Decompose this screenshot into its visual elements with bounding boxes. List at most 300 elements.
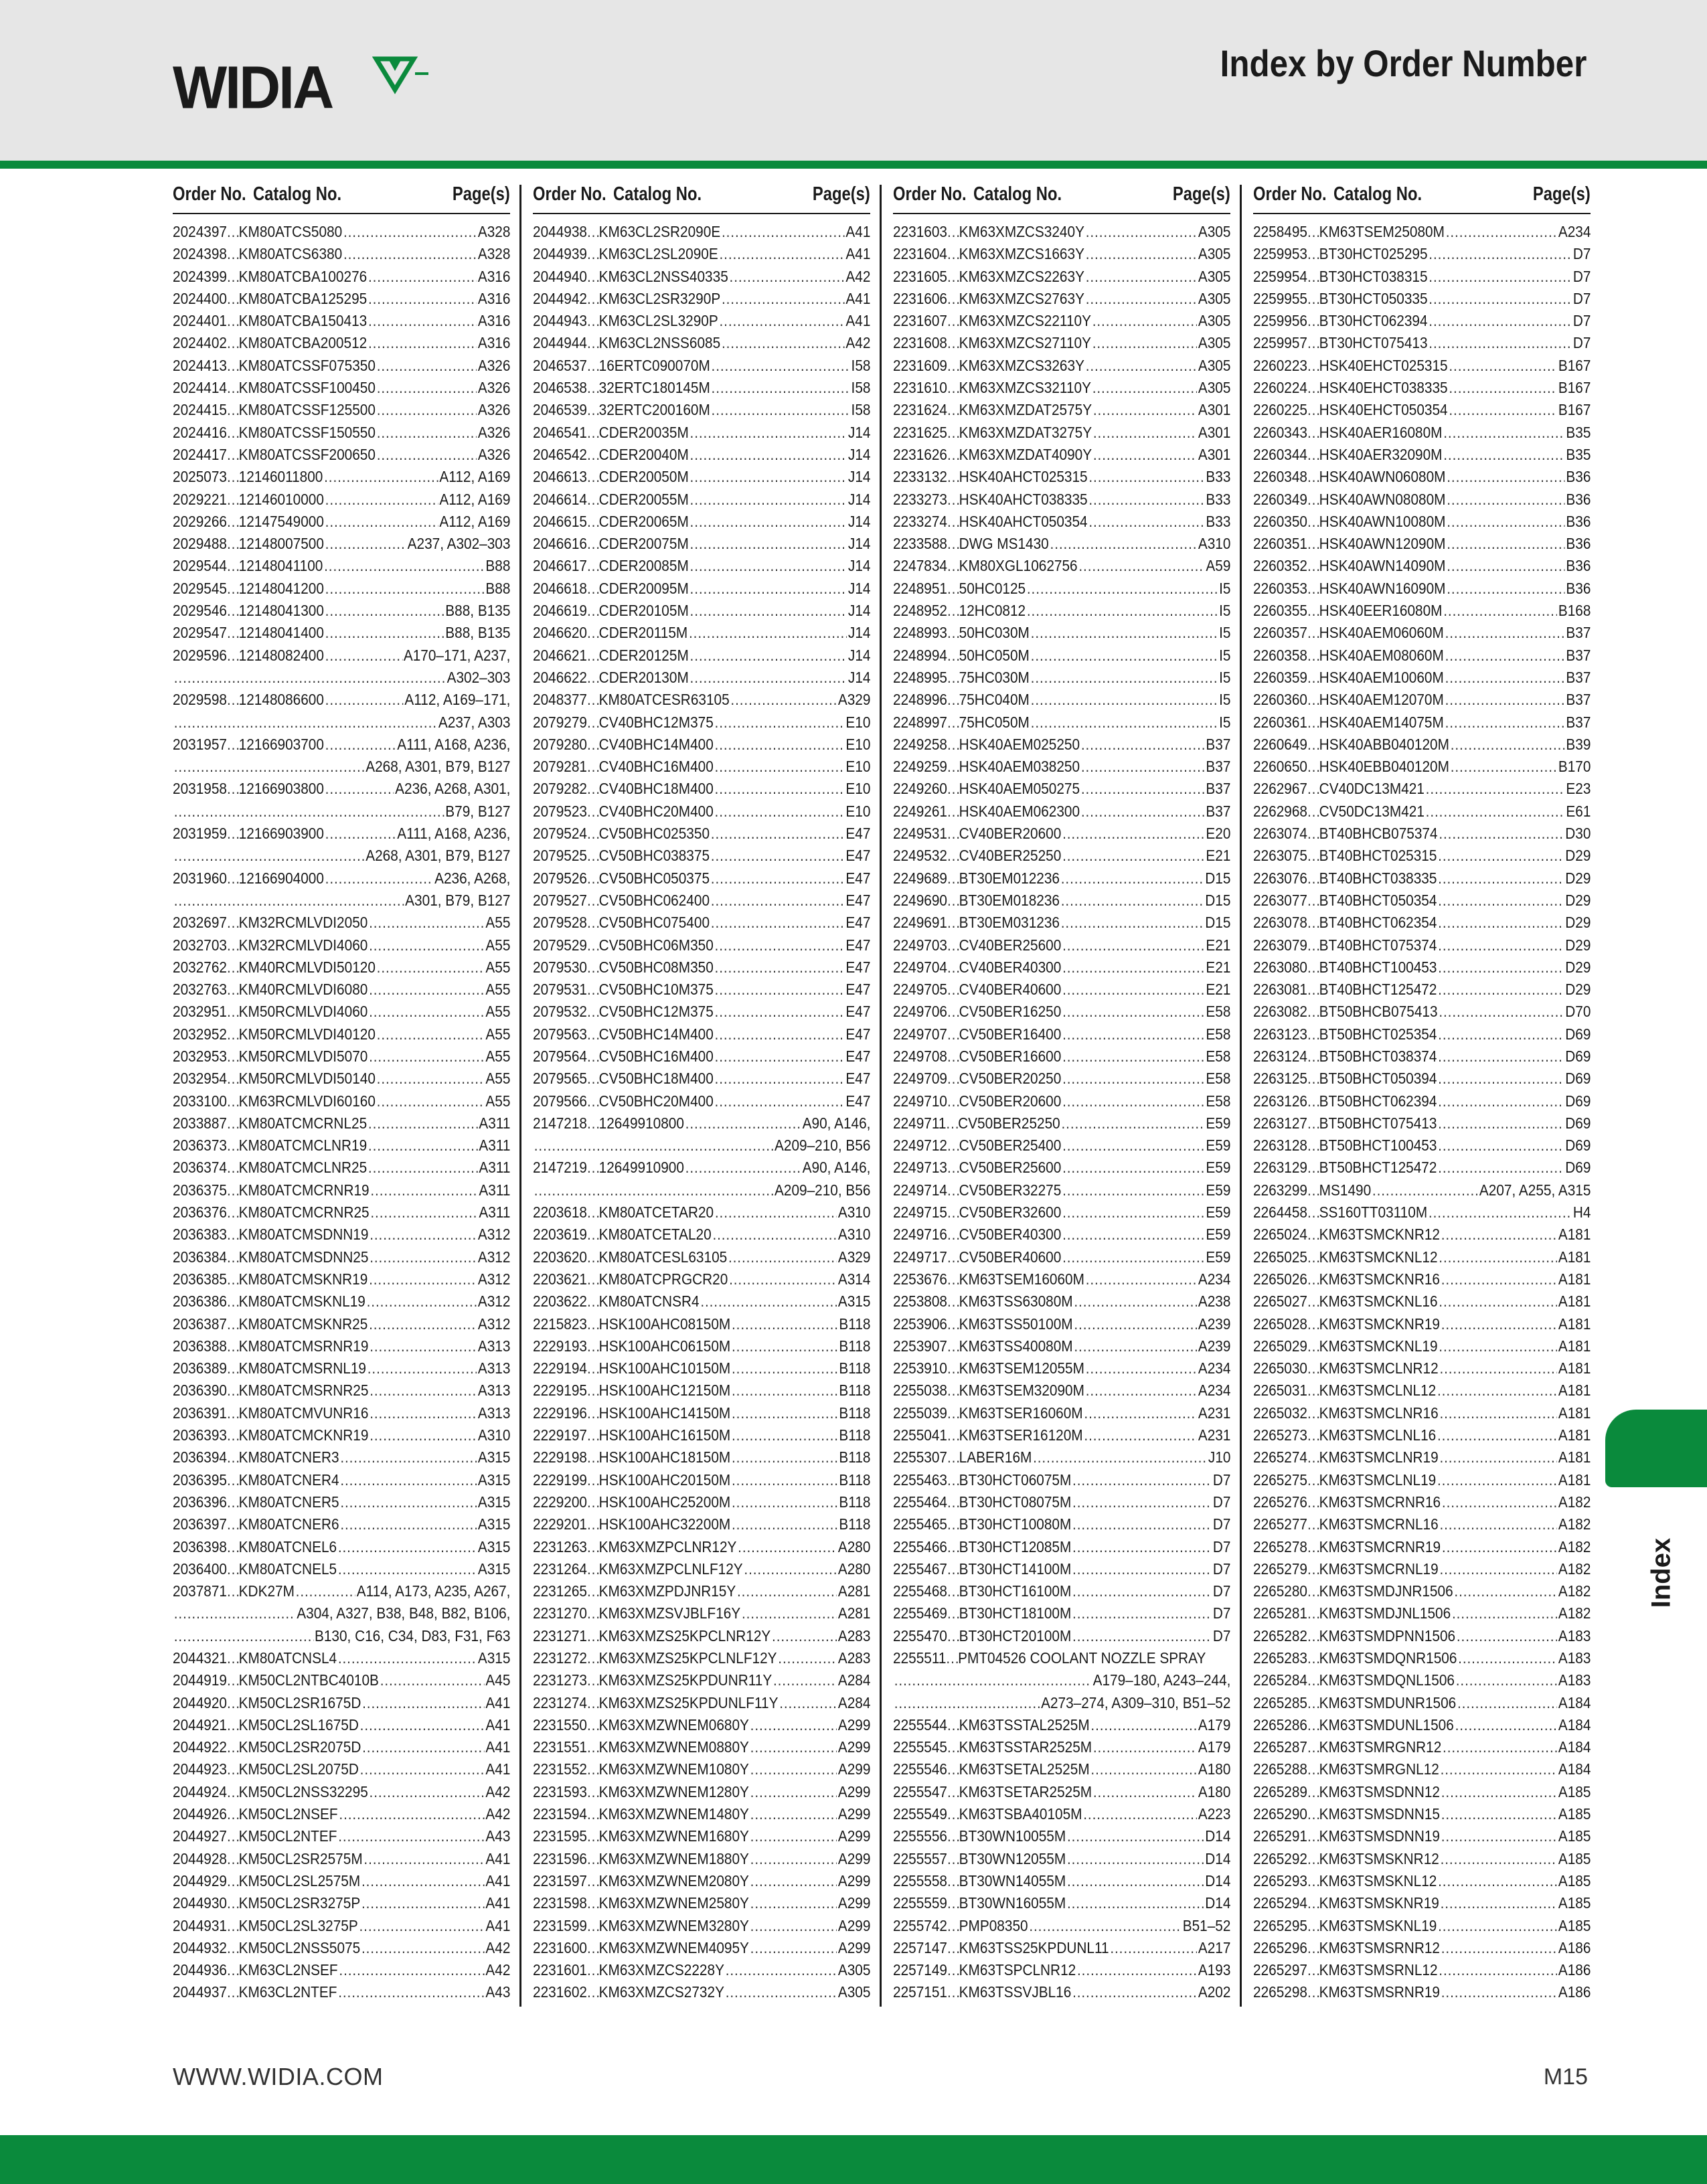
catalog-number: KM80ATCSSF075350	[238, 356, 376, 374]
dot-leader	[325, 511, 438, 533]
order-number: 2255466	[893, 1537, 947, 1556]
dot-leader	[1072, 1625, 1212, 1647]
order-number: 2257147	[893, 1938, 947, 1956]
dot-leader	[324, 555, 485, 577]
page-reference: A112, A169–171,	[404, 691, 511, 709]
order-number: 2248995	[893, 668, 947, 686]
index-row	[1253, 867, 1591, 890]
order-number: 2044321	[173, 1649, 227, 1667]
dot-leader	[587, 1513, 599, 1535]
catalog-number: 12148086600	[238, 691, 324, 709]
index-row	[533, 867, 870, 890]
index-row	[173, 355, 510, 377]
index-row	[533, 1714, 870, 1736]
index-row	[533, 1803, 870, 1825]
order-number: 2255549	[893, 1805, 947, 1823]
dot-leader	[1454, 1580, 1557, 1602]
index-row	[893, 845, 1230, 867]
index-row	[1253, 845, 1591, 867]
dot-leader	[368, 266, 477, 288]
dot-leader	[947, 711, 959, 734]
order-number: 2044940	[533, 267, 587, 285]
catalog-number: CV40BER25600	[959, 936, 1062, 954]
order-number: 2044921	[173, 1715, 227, 1734]
order-number: 2260361	[1253, 713, 1307, 731]
dot-leader	[947, 689, 959, 711]
catalog-number: KM63CL2NTEF	[238, 1983, 337, 2001]
index-row	[1253, 422, 1591, 444]
index-row	[1253, 1045, 1591, 1068]
catalog-number: KM50CL2SL2575M	[238, 1871, 361, 1889]
dot-leader	[340, 1491, 477, 1513]
dot-leader	[947, 979, 959, 1001]
page-reference: A41	[485, 1693, 511, 1711]
dot-leader	[587, 1915, 599, 1937]
dot-leader	[947, 934, 959, 956]
dot-leader	[1307, 1491, 1319, 1513]
catalog-number: CDER20065M	[598, 512, 689, 530]
catalog-number: CDER20105M	[598, 602, 689, 620]
page-reference: B36	[1566, 557, 1591, 575]
dot-leader	[587, 422, 599, 444]
page-reference: B37	[1206, 802, 1231, 820]
index-row	[1253, 310, 1591, 332]
index-row	[1253, 1981, 1591, 2003]
order-number: 2233273	[893, 490, 947, 508]
index-row	[893, 1224, 1230, 1246]
order-number: 2024400	[173, 289, 227, 307]
catalog-number: CDER20095M	[598, 579, 689, 597]
catalog-number: MS1490	[1319, 1181, 1372, 1199]
dot-leader	[947, 288, 959, 310]
dot-leader	[343, 221, 477, 243]
catalog-number: HSK100AHC08150M	[598, 1315, 731, 1333]
index-row	[173, 1647, 510, 1669]
order-number: 2079564	[533, 1047, 587, 1065]
order-number: 2231265	[533, 1582, 587, 1600]
dot-leader	[947, 1580, 959, 1602]
index-row	[1253, 1290, 1591, 1313]
dot-leader	[325, 645, 402, 667]
catalog-number: 12649910900	[598, 1159, 684, 1177]
catalog-number: KM63TSMSKNR19	[1319, 1894, 1439, 1912]
dot-leader	[750, 1714, 837, 1736]
dot-leader	[587, 1491, 599, 1513]
dot-leader	[1438, 1915, 1557, 1937]
page-reference: E10	[845, 780, 871, 798]
index-row	[533, 1959, 870, 1981]
dot-leader	[587, 979, 599, 1001]
dot-leader	[732, 1335, 838, 1357]
dot-leader	[1307, 1268, 1319, 1290]
dot-leader	[947, 1602, 959, 1624]
catalog-number: KM63TSMCRNR16	[1319, 1493, 1441, 1511]
dot-leader	[1067, 1870, 1204, 1892]
order-number: 2260352	[1253, 557, 1307, 575]
page-reference: A111, A168, A236,	[397, 735, 511, 753]
dot-leader	[1449, 399, 1557, 421]
dot-leader	[1438, 979, 1564, 1001]
page-reference: A315	[477, 1515, 511, 1533]
dot-leader	[1307, 1424, 1319, 1446]
catalog-number: KM63TSMDQNR1506	[1319, 1649, 1457, 1667]
page-reference: A59	[1206, 557, 1231, 575]
catalog-number: KM80ATCNEL5	[238, 1560, 337, 1578]
order-number: 2036394	[173, 1448, 227, 1466]
order-number: 2036390	[173, 1381, 227, 1400]
catalog-number: KM80ATCMCRNR25	[238, 1203, 370, 1222]
dot-leader	[587, 600, 599, 622]
order-number: 2263126	[1253, 1092, 1307, 1110]
order-number: 2231597	[533, 1871, 587, 1889]
order-number: 2249711	[893, 1114, 947, 1132]
index-row-continuation	[173, 756, 510, 778]
page-reference: A185	[1558, 1805, 1591, 1823]
catalog-number: HSK100AHC06150M	[598, 1337, 731, 1355]
dot-leader	[1307, 890, 1319, 912]
dot-leader	[750, 1892, 837, 1914]
dot-leader	[750, 1870, 837, 1892]
index-row	[533, 1402, 870, 1424]
index-row	[893, 600, 1230, 622]
index-row	[1253, 1246, 1591, 1268]
catalog-number: KM63XMZCS2263Y	[959, 267, 1084, 285]
page-reference: E59	[1206, 1114, 1231, 1132]
order-number: 2079282	[533, 780, 587, 798]
index-column	[533, 179, 870, 2013]
catalog-number: HSK40AWN06080M	[1319, 468, 1446, 486]
catalog-number: CV50BHC20M400	[598, 1092, 714, 1110]
order-number: 2231606	[893, 289, 947, 307]
dot-leader	[947, 823, 959, 845]
dot-leader	[1062, 1224, 1205, 1246]
dot-leader	[1090, 1758, 1197, 1780]
catalog-number: KM80ATCSSF125500	[238, 401, 376, 419]
catalog-number: HSK100AHC18150M	[598, 1448, 731, 1466]
dot-leader	[947, 1335, 959, 1357]
dot-leader	[368, 332, 477, 354]
page-reference: E10	[845, 802, 871, 820]
page-reference: A55	[485, 1047, 511, 1065]
dot-leader	[1439, 1558, 1557, 1580]
dot-leader	[772, 1625, 837, 1647]
page-reference: E21	[1206, 958, 1231, 976]
order-number: 2260343	[1253, 423, 1307, 441]
page-reference: A328	[477, 223, 511, 240]
catalog-number: KM80ATCMSRNL19	[238, 1359, 366, 1377]
index-row	[893, 1758, 1230, 1780]
page-reference: A311	[479, 1181, 511, 1199]
page-reference: D29	[1565, 981, 1591, 999]
catalog-number: BT30WN14055M	[959, 1871, 1066, 1889]
page-reference: A301	[1198, 423, 1231, 441]
page-reference: J14	[847, 490, 871, 508]
order-number: 2263129	[1253, 1159, 1307, 1177]
dot-leader	[227, 1959, 239, 1981]
catalog-number: KM40RCMLVDI6080	[238, 981, 368, 999]
order-number: 2044926	[173, 1805, 227, 1823]
order-number: 2255544	[893, 1715, 947, 1734]
dot-leader	[1429, 266, 1572, 288]
index-row	[1253, 1201, 1591, 1224]
catalog-number: HSK100AHC16150M	[598, 1426, 731, 1444]
dot-leader	[338, 1981, 484, 2003]
index-row	[173, 1781, 510, 1803]
index-row	[1253, 823, 1591, 845]
order-number: 2231598	[533, 1894, 587, 1912]
order-number: 2044930	[173, 1894, 227, 1912]
catalog-number: BT50BHCT025354	[1319, 1025, 1437, 1043]
dot-leader	[732, 1357, 838, 1379]
order-number: 2079530	[533, 958, 587, 976]
index-row	[893, 1536, 1230, 1558]
catalog-number: BT30WN12055M	[959, 1849, 1066, 1867]
page-reference: D69	[1565, 1159, 1591, 1177]
dot-leader	[1307, 533, 1319, 555]
dot-leader	[587, 1224, 599, 1246]
dot-leader	[1307, 1669, 1319, 1691]
index-row	[173, 600, 510, 622]
dot-leader	[1307, 288, 1319, 310]
dot-leader	[947, 332, 959, 354]
dot-leader	[1307, 1870, 1319, 1892]
order-number: 2044938	[533, 223, 587, 240]
index-row	[173, 1758, 510, 1780]
order-number: 2263299	[1253, 1181, 1307, 1199]
order-number: 2203622	[533, 1292, 587, 1311]
index-row	[173, 1090, 510, 1112]
catalog-number: KM80ATCNSL4	[238, 1649, 337, 1667]
page-reference: A184	[1558, 1760, 1591, 1778]
catalog-number: BT40BHCT025315	[1319, 847, 1437, 865]
index-row	[173, 1001, 510, 1023]
dot-leader	[1307, 734, 1319, 756]
dot-leader	[1441, 1981, 1557, 2003]
page-reference: B33	[1206, 490, 1231, 508]
dot-leader	[227, 689, 239, 711]
dot-leader	[726, 1981, 837, 2003]
page-reference: A305	[1198, 289, 1231, 307]
catalog-number: BT30HCT16100M	[959, 1582, 1072, 1600]
dot-leader	[1438, 890, 1564, 912]
page-reference: A283	[837, 1649, 871, 1667]
order-number: 2036398	[173, 1537, 227, 1556]
index-row	[1253, 1781, 1591, 1803]
dot-leader	[227, 332, 239, 354]
index-row	[173, 1736, 510, 1758]
order-number: 2032697	[173, 914, 227, 932]
page-reference: B37	[1206, 735, 1231, 753]
page-reference: D7	[1212, 1560, 1231, 1578]
dot-leader	[1439, 1513, 1557, 1535]
order-number: 2255468	[893, 1582, 947, 1600]
index-row	[173, 1536, 510, 1558]
index-row	[173, 1357, 510, 1379]
index-row	[1253, 1580, 1591, 1602]
page-reference: A181	[1558, 1426, 1591, 1444]
order-number: 2260353	[1253, 579, 1307, 597]
dot-leader	[325, 734, 396, 756]
catalog-number: CV40BER40600	[959, 981, 1062, 999]
page-reference: E59	[1206, 1203, 1231, 1222]
page-reference: A55	[485, 958, 511, 976]
order-number: 2249715	[893, 1203, 947, 1222]
index-row	[893, 1825, 1230, 1847]
dot-leader	[1072, 1981, 1197, 2003]
dot-leader	[947, 355, 959, 377]
catalog-number: BT40BHCT062354	[1319, 914, 1437, 932]
dot-leader	[690, 422, 847, 444]
catalog-number: BT30HCT14100M	[959, 1560, 1072, 1578]
index-row	[533, 466, 870, 488]
catalog-number: KM63TSSVJBL16	[959, 1983, 1072, 2001]
dot-leader	[587, 734, 599, 756]
dot-leader	[1062, 1112, 1205, 1135]
order-number: 2031957	[173, 735, 227, 753]
page-reference: E47	[845, 1047, 871, 1065]
page-reference: A90, A146,	[802, 1159, 871, 1177]
dot-leader	[362, 1692, 485, 1714]
dot-leader	[227, 511, 239, 533]
order-number: 2260351	[1253, 535, 1307, 553]
dot-leader	[227, 1090, 239, 1112]
order-number: 2265280	[1253, 1582, 1307, 1600]
catalog-number: CV50BER40300	[959, 1226, 1062, 1244]
dot-leader	[587, 1580, 599, 1602]
order-number: 2255511	[893, 1649, 947, 1667]
dot-leader	[1441, 1758, 1557, 1780]
page-reference: A42	[485, 1782, 511, 1800]
order-number: 2036383	[173, 1226, 227, 1244]
page-reference: A111, A168, A236,	[397, 825, 511, 843]
dot-leader	[1441, 1313, 1557, 1335]
page-reference: A299	[837, 1849, 871, 1867]
order-number: 2253907	[893, 1337, 947, 1355]
dot-leader	[369, 1045, 485, 1068]
dot-leader	[1027, 578, 1218, 600]
page-reference: E47	[845, 1003, 871, 1021]
page-reference: A299	[837, 1916, 871, 1934]
dot-leader	[1072, 1491, 1212, 1513]
catalog-number: KM63TSEM16060M	[959, 1270, 1084, 1288]
page-reference: A43	[485, 1983, 511, 2001]
dot-leader	[339, 1803, 484, 1825]
page-reference: A41	[485, 1871, 511, 1889]
order-number: 2265298	[1253, 1983, 1307, 2001]
catalog-number: 75HC030M	[959, 668, 1030, 686]
index-row	[173, 332, 510, 354]
page-reference: A284	[837, 1693, 871, 1711]
page-reference: A326	[477, 379, 511, 397]
index-row	[173, 1268, 510, 1290]
catalog-number: BT30HCT12085M	[959, 1537, 1072, 1556]
catalog-number: BT40BHCB075374	[1319, 825, 1438, 843]
catalog-number: KM80ATCBA125295	[238, 289, 368, 307]
catalog-number: KM80ATCMSRNR19	[238, 1337, 369, 1355]
catalog-number: KM63XMZWNEM0880Y	[598, 1738, 749, 1756]
header-order-no: Order No.	[1253, 183, 1327, 205]
dot-leader	[1072, 1469, 1212, 1491]
page-reference: A239	[1198, 1315, 1231, 1333]
index-row	[533, 355, 870, 377]
catalog-number: KM63XMZWNEM1880Y	[598, 1849, 749, 1867]
order-number: 2079531	[533, 981, 587, 999]
index-row	[1253, 778, 1591, 800]
order-number: 2036373	[173, 1137, 227, 1155]
page-reference: A305	[1198, 379, 1231, 397]
catalog-number: HSK40EHCT038335	[1319, 379, 1448, 397]
order-number: 2249710	[893, 1092, 947, 1110]
order-number: 2203619	[533, 1226, 587, 1244]
dot-leader	[1307, 1335, 1319, 1357]
index-column	[1253, 179, 1591, 2013]
dot-leader	[227, 1023, 239, 1045]
index-row-continuation	[173, 711, 510, 734]
catalog-number: 16ERTC090070M	[598, 356, 710, 374]
catalog-number: KM63TSMCLNR19	[1319, 1448, 1439, 1466]
dot-leader	[947, 1981, 959, 2003]
dot-leader	[380, 1669, 485, 1691]
catalog-number: CDER20035M	[598, 423, 689, 441]
dot-leader	[1093, 444, 1197, 466]
dot-leader	[227, 466, 239, 488]
dot-leader	[227, 489, 239, 511]
dot-leader	[360, 1758, 485, 1780]
order-number: 2260348	[1253, 468, 1307, 486]
page-reference: A310	[837, 1226, 871, 1244]
page-reference: A112, A169	[439, 468, 511, 486]
dot-leader	[227, 1402, 239, 1424]
order-number: 2265292	[1253, 1849, 1307, 1867]
page-reference: A90, A146,	[802, 1114, 871, 1132]
dot-leader	[1438, 1112, 1564, 1135]
dot-leader	[587, 355, 599, 377]
page-reference: D7	[1572, 334, 1591, 352]
order-number: 2203620	[533, 1248, 587, 1266]
page-reference: A268, A301, B79, B127	[365, 758, 511, 776]
order-number: 2203618	[533, 1203, 587, 1222]
dot-leader	[1429, 288, 1572, 310]
order-number: 2265285	[1253, 1693, 1307, 1711]
index-row	[893, 1937, 1230, 1959]
index-row	[533, 1313, 870, 1335]
order-number: 2036396	[173, 1493, 227, 1511]
dot-leader	[1090, 1714, 1197, 1736]
dot-leader	[587, 1313, 599, 1335]
dot-leader	[1307, 979, 1319, 1001]
catalog-number: CDER20115M	[598, 624, 688, 642]
index-row	[893, 934, 1230, 956]
page-reference: J14	[847, 557, 871, 575]
dot-leader	[1307, 1602, 1319, 1624]
order-number: 2033887	[173, 1114, 227, 1132]
page-reference: E47	[845, 1025, 871, 1043]
order-number: 2253906	[893, 1315, 947, 1333]
dot-leader	[325, 867, 434, 890]
dot-leader	[947, 1045, 959, 1068]
order-number: 2265295	[1253, 1916, 1307, 1934]
dot-leader	[227, 422, 239, 444]
index-row	[893, 555, 1230, 577]
dot-leader	[750, 1781, 837, 1803]
page-reference: D29	[1565, 891, 1591, 909]
catalog-number: BT30EM031236	[959, 914, 1060, 932]
page-reference: E21	[1206, 936, 1231, 954]
index-row	[173, 979, 510, 1001]
dot-leader	[1307, 1001, 1319, 1023]
dot-leader	[227, 1758, 239, 1780]
index-row	[1253, 1714, 1591, 1736]
